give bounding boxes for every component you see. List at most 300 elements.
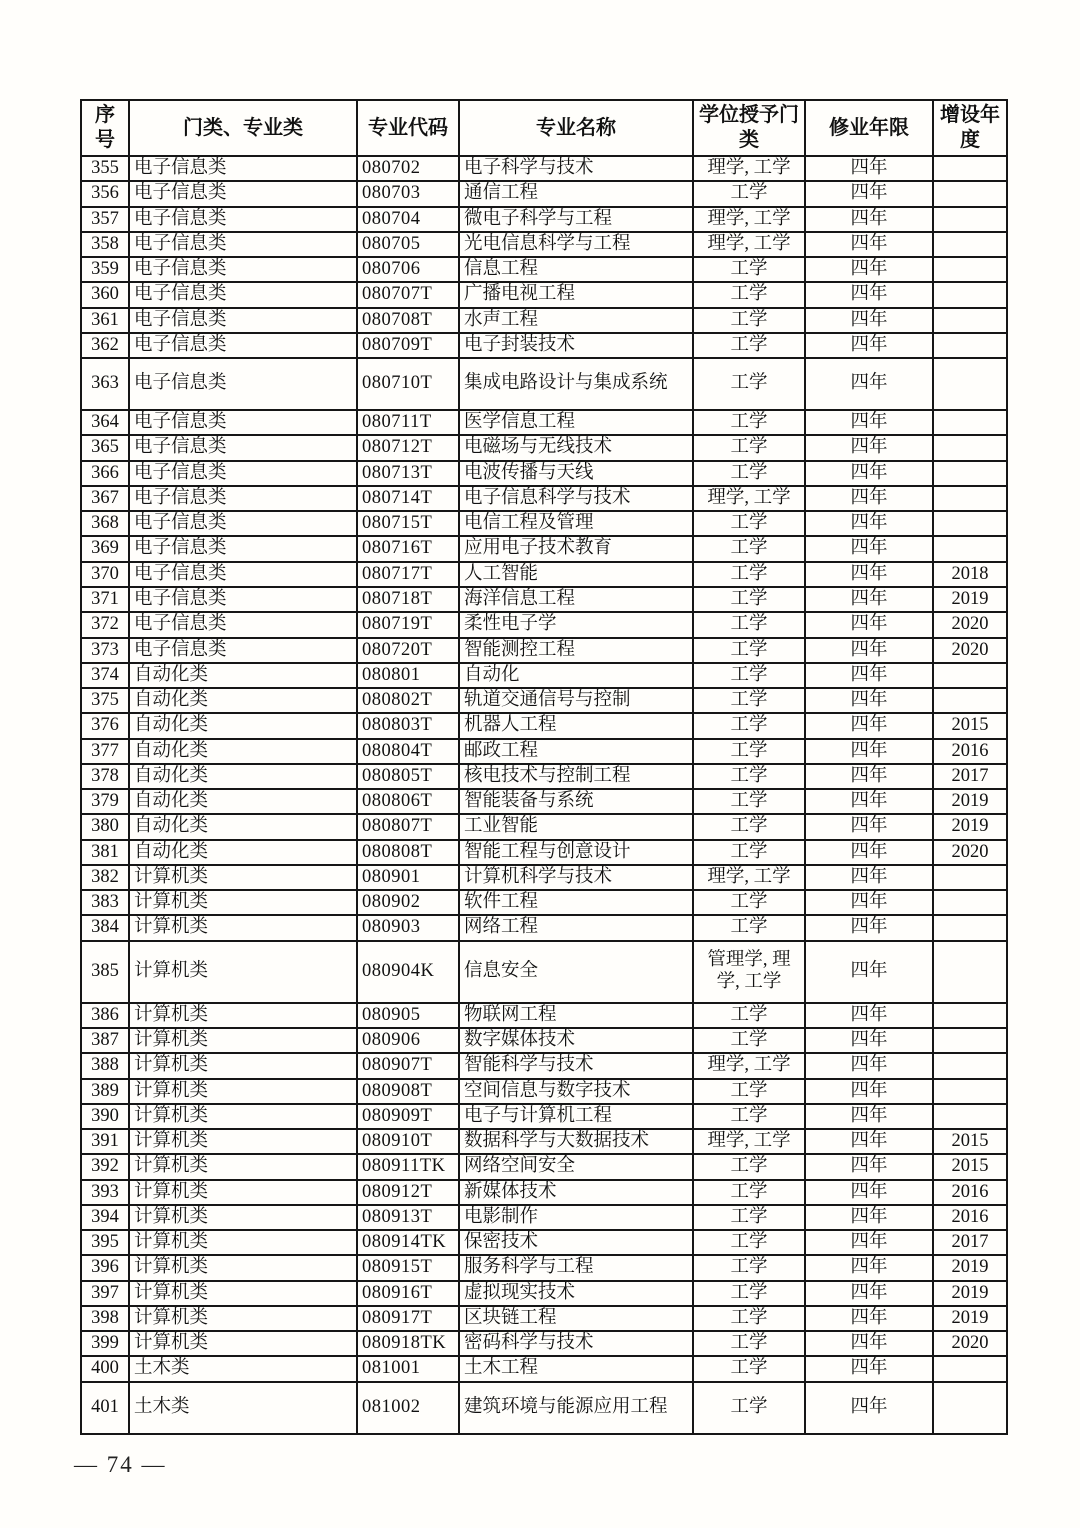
column-header-category: 门类、专业类 [129,100,357,156]
major-name-cell: 信息安全 [459,941,693,1003]
study-years-cell: 四年 [805,789,933,814]
major-name-cell: 电子科学与技术 [459,156,693,181]
study-years-cell: 四年 [805,1281,933,1306]
major-name-cell: 计算机科学与技术 [459,865,693,890]
degree-category-cell: 工学 [693,890,805,915]
table-row [81,688,1007,713]
category-cell: 计算机类 [129,1104,357,1129]
degree-category-cell: 工学 [693,1281,805,1306]
category-cell: 自动化类 [129,840,357,865]
study-years-cell: 四年 [805,1129,933,1154]
table-row [81,1079,1007,1104]
study-years-cell: 四年 [805,562,933,587]
year-added-cell: 2015 [933,713,1007,738]
year-added-cell [933,865,1007,890]
study-years-cell: 四年 [805,890,933,915]
year-added-cell: 2019 [933,1306,1007,1331]
table-row [81,1028,1007,1053]
degree-category-cell: 理学, 工学 [693,156,805,181]
category-cell: 计算机类 [129,1003,357,1028]
major-code-cell: 080801 [357,663,459,688]
seq-cell: 360 [81,282,129,307]
degree-category-cell: 理学, 工学 [693,232,805,257]
year-added-cell [933,308,1007,333]
column-header-seq: 序号 [81,100,129,156]
category-cell: 计算机类 [129,915,357,940]
seq-cell: 370 [81,562,129,587]
table-row [81,486,1007,511]
study-years-cell: 四年 [805,1255,933,1280]
year-added-cell [933,257,1007,282]
major-name-cell: 建筑环境与能源应用工程 [459,1382,693,1434]
year-added-cell [933,333,1007,358]
study-years-cell: 四年 [805,486,933,511]
study-years-cell: 四年 [805,156,933,181]
category-cell: 计算机类 [129,890,357,915]
table-row [81,232,1007,257]
category-cell: 电子信息类 [129,257,357,282]
seq-cell: 394 [81,1205,129,1230]
table-row [81,1306,1007,1331]
study-years-cell: 四年 [805,1003,933,1028]
degree-category-cell: 工学 [693,1079,805,1104]
seq-cell: 366 [81,461,129,486]
table-header-row [81,100,1007,156]
category-cell: 自动化类 [129,789,357,814]
major-code-cell: 080910T [357,1129,459,1154]
study-years-cell: 四年 [805,282,933,307]
table-row [81,1281,1007,1306]
seq-cell: 372 [81,612,129,637]
major-code-cell: 080712T [357,435,459,460]
major-code-cell: 080901 [357,865,459,890]
year-added-cell: 2016 [933,1180,1007,1205]
study-years-cell: 四年 [805,1154,933,1179]
major-code-cell: 080902 [357,890,459,915]
degree-category-cell: 工学 [693,713,805,738]
study-years-cell: 四年 [805,638,933,663]
seq-cell: 400 [81,1356,129,1381]
table-row [81,713,1007,738]
study-years-cell: 四年 [805,257,933,282]
major-code-cell: 080710T [357,358,459,410]
degree-category-cell: 工学 [693,1230,805,1255]
category-cell: 计算机类 [129,1281,357,1306]
year-added-cell: 2019 [933,587,1007,612]
study-years-cell: 四年 [805,181,933,206]
degree-category-cell: 工学 [693,1356,805,1381]
category-cell: 土木类 [129,1356,357,1381]
seq-cell: 380 [81,814,129,839]
category-cell: 电子信息类 [129,282,357,307]
study-years-cell: 四年 [805,358,933,410]
table-row [81,1331,1007,1356]
degree-category-cell: 工学 [693,764,805,789]
year-added-cell [933,915,1007,940]
major-code-cell: 080916T [357,1281,459,1306]
category-cell: 计算机类 [129,1331,357,1356]
year-added-cell [933,511,1007,536]
table-row [81,814,1007,839]
year-added-cell: 2019 [933,1281,1007,1306]
study-years-cell: 四年 [805,915,933,940]
year-added-cell: 2017 [933,764,1007,789]
seq-cell: 395 [81,1230,129,1255]
major-name-cell: 密码科学与技术 [459,1331,693,1356]
degree-category-cell: 工学 [693,1154,805,1179]
major-name-cell: 信息工程 [459,257,693,282]
degree-category-cell: 工学 [693,1382,805,1434]
category-cell: 计算机类 [129,1079,357,1104]
major-code-cell: 080802T [357,688,459,713]
seq-cell: 377 [81,739,129,764]
major-code-cell: 080714T [357,486,459,511]
category-cell: 电子信息类 [129,181,357,206]
table-row [81,536,1007,561]
year-added-cell [933,890,1007,915]
study-years-cell: 四年 [805,1079,933,1104]
major-code-cell: 080806T [357,789,459,814]
category-cell: 电子信息类 [129,486,357,511]
study-years-cell: 四年 [805,232,933,257]
seq-cell: 368 [81,511,129,536]
major-name-cell: 通信工程 [459,181,693,206]
majors-table [80,99,1008,1435]
year-added-cell [933,435,1007,460]
major-name-cell: 数字媒体技术 [459,1028,693,1053]
degree-category-cell: 工学 [693,1255,805,1280]
category-cell: 计算机类 [129,1205,357,1230]
year-added-cell: 2015 [933,1154,1007,1179]
degree-category-cell: 工学 [693,1028,805,1053]
table-row [81,1205,1007,1230]
seq-cell: 379 [81,789,129,814]
major-code-cell: 080805T [357,764,459,789]
year-added-cell [933,232,1007,257]
seq-cell: 386 [81,1003,129,1028]
degree-category-cell: 工学 [693,358,805,410]
study-years-cell: 四年 [805,410,933,435]
major-code-cell: 080804T [357,739,459,764]
degree-category-cell: 工学 [693,1003,805,1028]
seq-cell: 399 [81,1331,129,1356]
year-added-cell: 2019 [933,814,1007,839]
table-row [81,1382,1007,1434]
major-name-cell: 集成电路设计与集成系统 [459,358,693,410]
category-cell: 电子信息类 [129,638,357,663]
seq-cell: 398 [81,1306,129,1331]
study-years-cell: 四年 [805,1205,933,1230]
seq-cell: 374 [81,663,129,688]
category-cell: 计算机类 [129,1028,357,1053]
category-cell: 计算机类 [129,1255,357,1280]
year-added-cell [933,941,1007,1003]
major-name-cell: 电子与计算机工程 [459,1104,693,1129]
seq-cell: 381 [81,840,129,865]
study-years-cell: 四年 [805,1356,933,1381]
table-row [81,638,1007,663]
table-row [81,840,1007,865]
year-added-cell: 2018 [933,562,1007,587]
major-code-cell: 080708T [357,308,459,333]
major-name-cell: 微电子科学与工程 [459,207,693,232]
year-added-cell [933,461,1007,486]
major-code-cell: 080713T [357,461,459,486]
major-name-cell: 电波传播与天线 [459,461,693,486]
seq-cell: 396 [81,1255,129,1280]
major-name-cell: 自动化 [459,663,693,688]
seq-cell: 387 [81,1028,129,1053]
year-added-cell: 2019 [933,1255,1007,1280]
seq-cell: 361 [81,308,129,333]
degree-category-cell: 工学 [693,612,805,637]
major-code-cell: 080917T [357,1306,459,1331]
table-row [81,789,1007,814]
major-code-cell: 080909T [357,1104,459,1129]
degree-category-cell: 工学 [693,840,805,865]
study-years-cell: 四年 [805,663,933,688]
category-cell: 自动化类 [129,713,357,738]
year-added-cell [933,1003,1007,1028]
year-added-cell [933,486,1007,511]
category-cell: 电子信息类 [129,358,357,410]
study-years-cell: 四年 [805,1180,933,1205]
seq-cell: 355 [81,156,129,181]
year-added-cell [933,536,1007,561]
study-years-cell: 四年 [805,1382,933,1434]
major-code-cell: 080905 [357,1003,459,1028]
major-code-cell: 080908T [357,1079,459,1104]
year-added-cell [933,1028,1007,1053]
degree-category-cell: 工学 [693,688,805,713]
year-added-cell: 2017 [933,1230,1007,1255]
seq-cell: 384 [81,915,129,940]
column-header-major-name: 专业名称 [459,100,693,156]
seq-cell: 375 [81,688,129,713]
table-row [81,764,1007,789]
degree-category-cell: 工学 [693,663,805,688]
major-name-cell: 数据科学与大数据技术 [459,1129,693,1154]
major-name-cell: 电影制作 [459,1205,693,1230]
degree-category-cell: 工学 [693,638,805,663]
major-code-cell: 080915T [357,1255,459,1280]
study-years-cell: 四年 [805,1028,933,1053]
category-cell: 电子信息类 [129,511,357,536]
seq-cell: 389 [81,1079,129,1104]
table-row [81,739,1007,764]
major-code-cell: 080912T [357,1180,459,1205]
major-name-cell: 机器人工程 [459,713,693,738]
study-years-cell: 四年 [805,207,933,232]
year-added-cell: 2020 [933,1331,1007,1356]
study-years-cell: 四年 [805,713,933,738]
table-row [81,612,1007,637]
column-header-year-added: 增设年度 [933,100,1007,156]
degree-category-cell: 工学 [693,1306,805,1331]
major-code-cell: 080807T [357,814,459,839]
seq-cell: 382 [81,865,129,890]
degree-category-cell: 工学 [693,915,805,940]
study-years-cell: 四年 [805,1053,933,1078]
table-row [81,941,1007,1003]
table-row [81,207,1007,232]
major-name-cell: 网络工程 [459,915,693,940]
table-row [81,915,1007,940]
category-cell: 计算机类 [129,1154,357,1179]
seq-cell: 392 [81,1154,129,1179]
footer-page-number: — 74 — [74,1452,167,1477]
degree-category-cell: 工学 [693,435,805,460]
study-years-cell: 四年 [805,435,933,460]
seq-cell: 388 [81,1053,129,1078]
table-row [81,890,1007,915]
table-row [81,587,1007,612]
study-years-cell: 四年 [805,1104,933,1129]
table-row [81,181,1007,206]
seq-cell: 363 [81,358,129,410]
seq-cell: 364 [81,410,129,435]
degree-category-cell: 工学 [693,1205,805,1230]
table-row [81,1230,1007,1255]
major-name-cell: 水声工程 [459,308,693,333]
seq-cell: 356 [81,181,129,206]
study-years-cell: 四年 [805,612,933,637]
category-cell: 计算机类 [129,865,357,890]
table-row [81,156,1007,181]
seq-cell: 367 [81,486,129,511]
table-row [81,1053,1007,1078]
year-added-cell [933,358,1007,410]
table-row [81,308,1007,333]
study-years-cell: 四年 [805,461,933,486]
major-code-cell: 080704 [357,207,459,232]
category-cell: 自动化类 [129,764,357,789]
major-name-cell: 网络空间安全 [459,1154,693,1179]
major-code-cell: 080705 [357,232,459,257]
major-code-cell: 081002 [357,1382,459,1434]
degree-category-cell: 理学, 工学 [693,1053,805,1078]
major-name-cell: 电子信息科学与技术 [459,486,693,511]
table-row [81,1129,1007,1154]
seq-cell: 357 [81,207,129,232]
degree-category-cell: 理学, 工学 [693,865,805,890]
column-header-degree-category: 学位授予门类 [693,100,805,156]
study-years-cell: 四年 [805,308,933,333]
major-code-cell: 080918TK [357,1331,459,1356]
category-cell: 电子信息类 [129,562,357,587]
major-code-cell: 080720T [357,638,459,663]
degree-category-cell: 管理学, 理学, 工学 [693,941,805,1003]
degree-category-cell: 工学 [693,1180,805,1205]
study-years-cell: 四年 [805,739,933,764]
degree-category-cell: 理学, 工学 [693,207,805,232]
major-name-cell: 保密技术 [459,1230,693,1255]
major-name-cell: 电信工程及管理 [459,511,693,536]
major-name-cell: 应用电子技术教育 [459,536,693,561]
table-row [81,333,1007,358]
study-years-cell: 四年 [805,764,933,789]
major-name-cell: 人工智能 [459,562,693,587]
degree-category-cell: 工学 [693,333,805,358]
major-code-cell: 080906 [357,1028,459,1053]
degree-category-cell: 工学 [693,562,805,587]
major-code-cell: 080914TK [357,1230,459,1255]
seq-cell: 365 [81,435,129,460]
year-added-cell [933,1382,1007,1434]
major-name-cell: 智能装备与系统 [459,789,693,814]
year-added-cell [933,207,1007,232]
major-name-cell: 空间信息与数字技术 [459,1079,693,1104]
degree-category-cell: 工学 [693,181,805,206]
category-cell: 计算机类 [129,1230,357,1255]
year-added-cell: 2015 [933,1129,1007,1154]
year-added-cell [933,1356,1007,1381]
year-added-cell: 2016 [933,739,1007,764]
major-name-cell: 工业智能 [459,814,693,839]
degree-category-cell: 工学 [693,308,805,333]
year-added-cell: 2020 [933,612,1007,637]
table-row [81,257,1007,282]
year-added-cell: 2020 [933,638,1007,663]
major-name-cell: 核电技术与控制工程 [459,764,693,789]
study-years-cell: 四年 [805,1230,933,1255]
seq-cell: 369 [81,536,129,561]
category-cell: 自动化类 [129,739,357,764]
degree-category-cell: 工学 [693,587,805,612]
major-code-cell: 080709T [357,333,459,358]
seq-cell: 359 [81,257,129,282]
category-cell: 计算机类 [129,1180,357,1205]
major-name-cell: 物联网工程 [459,1003,693,1028]
table-row [81,1104,1007,1129]
study-years-cell: 四年 [805,1331,933,1356]
study-years-cell: 四年 [805,688,933,713]
table-row [81,511,1007,536]
major-name-cell: 光电信息科学与工程 [459,232,693,257]
year-added-cell [933,410,1007,435]
major-name-cell: 海洋信息工程 [459,587,693,612]
major-code-cell: 080718T [357,587,459,612]
year-added-cell [933,282,1007,307]
year-added-cell [933,1053,1007,1078]
degree-category-cell: 工学 [693,282,805,307]
major-code-cell: 080716T [357,536,459,561]
seq-cell: 373 [81,638,129,663]
major-code-cell: 080911TK [357,1154,459,1179]
major-code-cell: 081001 [357,1356,459,1381]
category-cell: 土木类 [129,1382,357,1434]
year-added-cell [933,1104,1007,1129]
category-cell: 电子信息类 [129,333,357,358]
category-cell: 电子信息类 [129,156,357,181]
column-header-study-years: 修业年限 [805,100,933,156]
seq-cell: 371 [81,587,129,612]
category-cell: 电子信息类 [129,461,357,486]
category-cell: 电子信息类 [129,410,357,435]
degree-category-cell: 工学 [693,410,805,435]
major-code-cell: 080717T [357,562,459,587]
seq-cell: 378 [81,764,129,789]
degree-category-cell: 工学 [693,1331,805,1356]
major-code-cell: 080711T [357,410,459,435]
major-name-cell: 轨道交通信号与控制 [459,688,693,713]
seq-cell: 385 [81,941,129,1003]
category-cell: 电子信息类 [129,536,357,561]
seq-cell: 391 [81,1129,129,1154]
study-years-cell: 四年 [805,941,933,1003]
major-name-cell: 柔性电子学 [459,612,693,637]
major-name-cell: 医学信息工程 [459,410,693,435]
